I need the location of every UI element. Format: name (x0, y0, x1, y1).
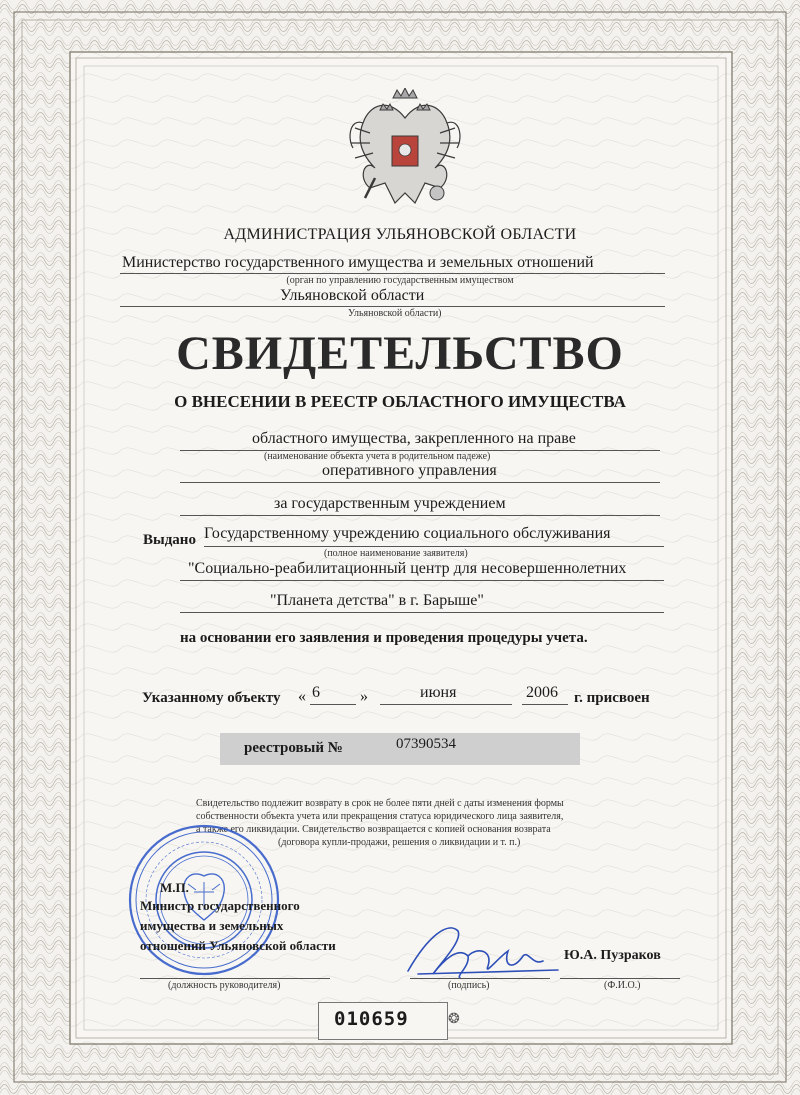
name-note: (Ф.И.О.) (604, 980, 641, 991)
position-note: (должность руководителя) (168, 980, 281, 991)
notice-line-2: собственности объекта учета или прекращения статуса юридического лица заявителя, (196, 811, 564, 822)
quote-close: » (360, 688, 368, 705)
position-line-3: отношений Ульяновской области (140, 938, 336, 953)
object-line-1: областного имущества, закрепленного на праве (252, 430, 576, 447)
quote-open: « (298, 688, 306, 705)
certificate-subtitle: О ВНЕСЕНИИ В РЕЕСТР ОБЛАСТНОГО ИМУЩЕСТВА (174, 392, 626, 411)
notice-line-4: (договора купли-продажи, решения о ликвидации и т. п.) (278, 837, 521, 848)
issued-line-3: "Планета детства" в г. Барыше" (270, 592, 484, 609)
administration-heading: АДМИНИСТРАЦИЯ УЛЬЯНОВСКОЙ ОБЛАСТИ (223, 226, 577, 243)
serial-number: 010659 (334, 1008, 409, 1030)
assigned-suffix: г. присвоен (574, 690, 650, 706)
region-name: Ульяновской области (280, 287, 425, 304)
assigned-month: июня (420, 684, 457, 701)
handwritten-signature (398, 916, 578, 986)
ministry-name: Министерство государственного имущества и земельных отношений (122, 254, 594, 271)
basis-text: на основании его заявления и проведения процедуры учета. (180, 630, 588, 646)
issued-line-2: "Социально-реабилитационный центр для несовершеннолетних (188, 560, 627, 577)
assigned-day: 6 (312, 684, 320, 701)
registry-label: реестровый № (244, 740, 343, 756)
assigned-prefix: Указанному объекту (142, 690, 281, 706)
notice-line-3: а также его ликвидации. Свидетельство возвращается с копией основания возврата (196, 824, 551, 835)
position-line-1: Министр государственного (140, 898, 300, 913)
assigned-year: 2006 (526, 684, 558, 701)
signer-name: Ю.А. Пузраков (564, 948, 661, 963)
issued-label: Выдано (143, 532, 196, 548)
object-line-2: оперативного управления (322, 462, 497, 479)
issued-line-1: Государственному учреждению социального обслуживания (204, 525, 611, 542)
applicant-note: (полное наименование заявителя) (324, 548, 468, 559)
signature-note: (подпись) (448, 980, 490, 991)
registry-number: 07390534 (396, 736, 456, 752)
authority-note: (орган по управлению государственным имуществом (286, 275, 514, 286)
serial-ornament-icon: ❂ (448, 1012, 460, 1027)
certificate-title: СВИДЕТЕЛЬСТВО (176, 327, 624, 380)
double-headed-eagle-emblem (345, 88, 465, 218)
position-line-2: имущества и земельных (140, 918, 284, 933)
object-line-3: за государственным учреждением (274, 495, 506, 512)
region-note: Ульяновской области) (348, 308, 442, 319)
object-note: (наименование объекта учета в родительном падеже) (264, 451, 491, 462)
seal-mark: М.П. (160, 880, 189, 895)
notice-line-1: Свидетельство подлежит возврату в срок не более пяти дней с даты изменения формы (196, 798, 564, 809)
